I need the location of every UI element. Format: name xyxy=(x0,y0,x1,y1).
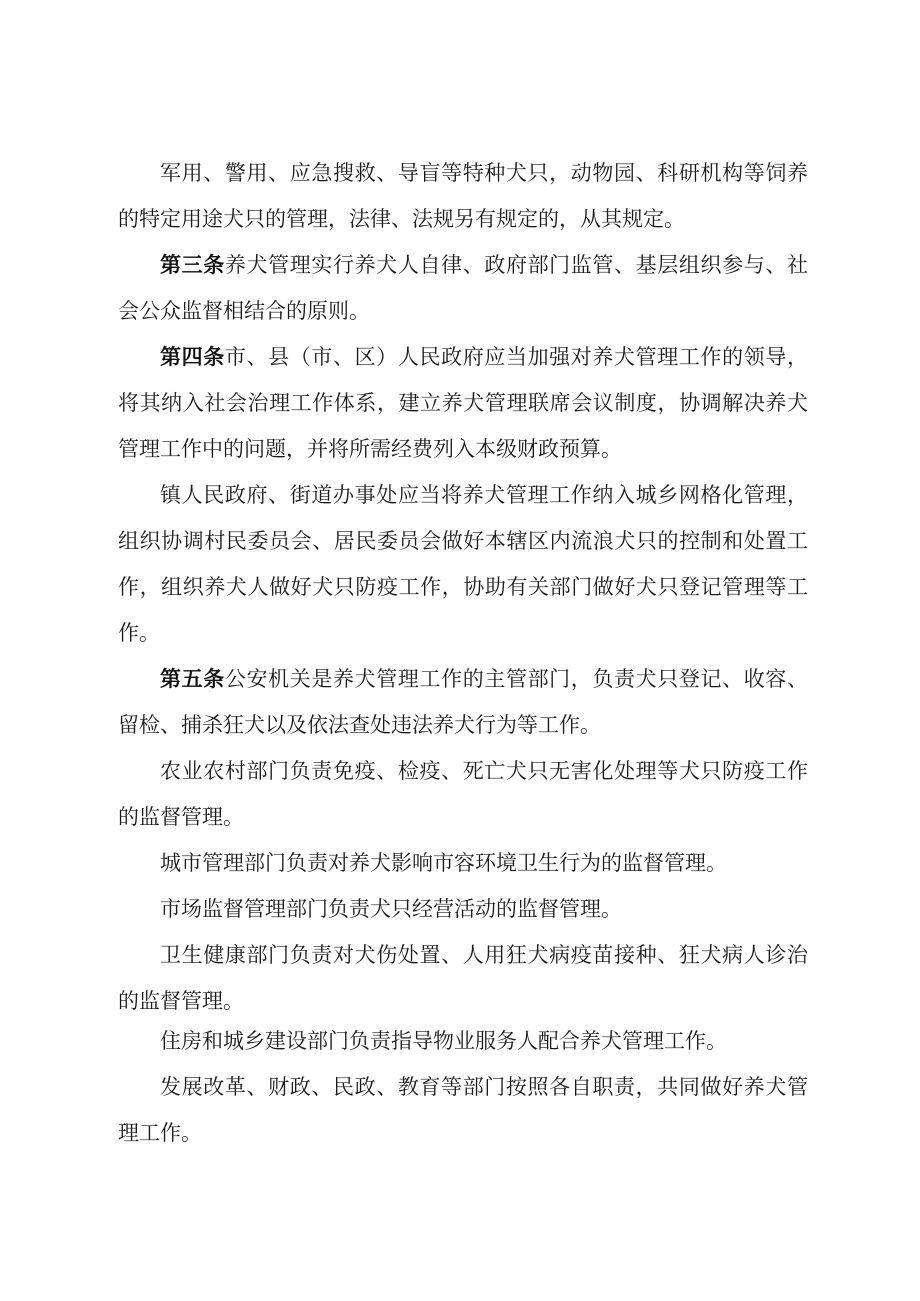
paragraph-other-departments xyxy=(118,1064,808,1156)
paragraph-town-government xyxy=(118,472,808,656)
paragraph-article-3 xyxy=(118,242,808,334)
paragraph-text: 住房和城乡建设部门负责指导物业服务人配合养犬管理工作。 xyxy=(160,1029,727,1053)
paragraph-text: 农业农村部门负责免疫、检疫、死亡犬只无害化处理等犬只防疫工作的监督管理。 xyxy=(118,759,808,829)
paragraph-special-dogs xyxy=(118,150,808,242)
paragraph-text: 养犬管理实行养犬人自律、政府部门监管、基层组织参与、社会公众监督相结合的原则。 xyxy=(118,253,809,323)
article-number: 第五条 xyxy=(160,667,225,691)
paragraph-agriculture xyxy=(118,748,808,840)
paragraph-health xyxy=(118,932,808,1024)
paragraph-text: 市场监督管理部门负责犬只经营活动的监督管理。 xyxy=(160,897,622,921)
paragraph-article-5 xyxy=(118,656,808,748)
paragraph-market-supervision xyxy=(118,886,808,932)
paragraph-text: 卫生健康部门负责对犬伤处置、人用狂犬病疫苗接种、狂犬病人诊治的监督管理。 xyxy=(118,943,808,1013)
paragraph-city-management xyxy=(118,840,808,886)
paragraph-text: 市、县（市、区）人民政府应当加强对养犬管理工作的领导，将其纳入社会治理工作体系，建立养犬管理联席会议制度，协调解决养犬管理工作中的问题，并将所需经费列入本级财政预算。 xyxy=(118,345,809,461)
paragraph-text: 发展改革、财政、民政、教育等部门按照各自职责，共同做好养犬管理工作。 xyxy=(118,1075,808,1145)
paragraph-article-4 xyxy=(118,334,808,472)
article-number: 第三条 xyxy=(160,253,225,277)
paragraph-text: 城市管理部门负责对养犬影响市容环境卫生行为的监督管理。 xyxy=(160,851,727,875)
document-body xyxy=(118,150,808,1156)
paragraph-text: 镇人民政府、街道办事处应当将养犬管理工作纳入城乡网格化管理，组织协调村民委员会、居民委员会做好本辖区内流浪犬只的控制和处置工作，组织养犬人做好犬只防疫工作，协助有关部门做好犬只登记管理等工作。 xyxy=(118,483,808,645)
paragraph-housing xyxy=(118,1018,808,1064)
article-number: 第四条 xyxy=(160,345,225,369)
paragraph-text: 军用、警用、应急搜救、导盲等特种犬只，动物园、科研机构等饲养的特定用途犬只的管理，法律、法规另有规定的，从其规定。 xyxy=(118,161,808,231)
paragraph-text: 公安机关是养犬管理工作的主管部门，负责犬只登记、收容、留检、捕杀狂犬以及依法查处违法养犬行为等工作。 xyxy=(118,667,809,737)
